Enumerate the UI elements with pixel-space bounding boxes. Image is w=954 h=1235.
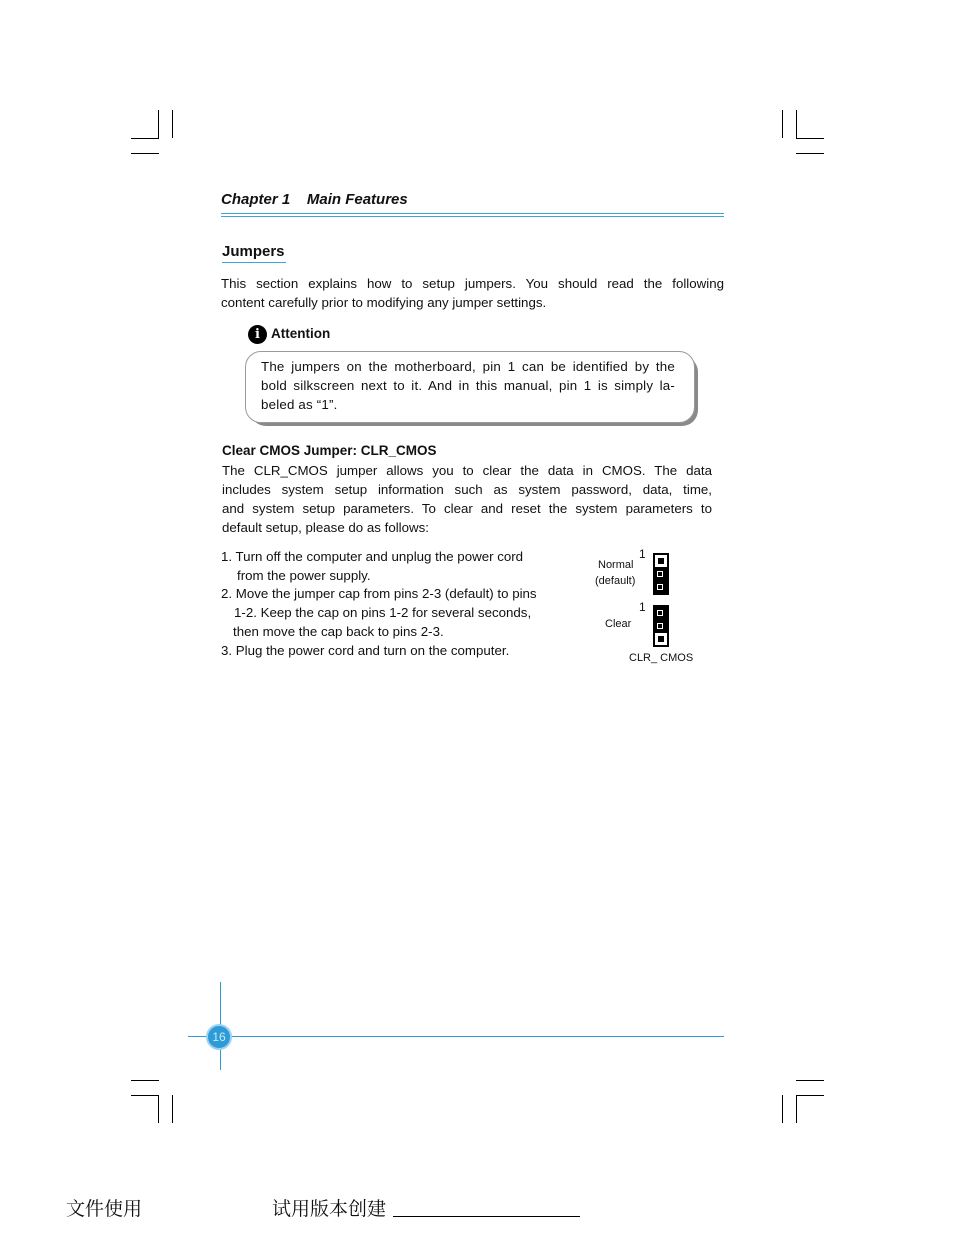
info-icon: i: [248, 325, 267, 344]
pin-3: [655, 633, 667, 645]
jumper-clear: [653, 605, 669, 647]
diagram-caption: CLR_ CMOS: [629, 652, 694, 664]
step-item: then move the cap back to pins 2-3.: [233, 624, 444, 639]
section-title-underline: [222, 262, 286, 263]
clr-cmos-line: and system setup parameters. To clear and reset the system parameters to: [222, 501, 712, 516]
step-item: 1. Turn off the computer and unplug the power cord: [221, 549, 524, 564]
jumper-normal: [653, 553, 669, 595]
pin-3: [657, 584, 663, 590]
step-item: from the power supply.: [237, 568, 371, 583]
attention-note-text: [261, 357, 675, 414]
step-item: 2. Move the jumper cap from pins 2-3 (default) to pins: [221, 586, 537, 601]
intro-line: content carefully prior to modifying any jumper settings.: [221, 295, 547, 310]
clr-cmos-line: The CLR_CMOS jumper allows you to clear the data in CMOS. The data: [222, 463, 712, 478]
footer-underline: [393, 1216, 580, 1217]
default-label: (default): [595, 575, 636, 587]
page-number: 16: [206, 1024, 232, 1050]
pin-1: [655, 555, 667, 567]
pin-2: [657, 623, 663, 629]
intro-paragraph: [221, 274, 724, 312]
pin-1: [657, 610, 663, 616]
step-item: 1-2. Keep the cap on pins 1-2 for several seconds,: [234, 605, 532, 620]
footer-rule: [188, 1036, 724, 1037]
normal-label: Normal: [598, 559, 634, 571]
note-line: The jumpers on the motherboard, pin 1 can be identified by the: [261, 359, 675, 374]
clr-cmos-paragraph: [222, 461, 712, 537]
clr-cmos-line: includes system setup information such as system password, data, time,: [222, 482, 712, 497]
section-title: Jumpers: [222, 243, 285, 260]
clear-label: Clear: [605, 618, 632, 630]
intro-line: This section explains how to setup jumpers. You should read the following: [221, 276, 724, 291]
chapter-heading: Chapter 1 Main Features: [221, 191, 408, 208]
clr-cmos-line: default setup, please do as follows:: [222, 520, 429, 535]
pin-2: [657, 571, 663, 577]
pin-one-label: 1: [639, 547, 646, 561]
footer-right-text: 试用版本创建: [272, 1198, 387, 1220]
pin-one-label: 1: [639, 600, 646, 614]
clr-cmos-title: Clear CMOS Jumper: CLR_CMOS: [222, 443, 437, 458]
note-line: bold silkscreen next to it. And in this manual, pin 1 is simply la-: [261, 378, 675, 393]
footer-left-text: 文件使用: [66, 1198, 143, 1220]
step-item: 3. Plug the power cord and turn on the computer.: [221, 643, 510, 658]
attention-title: Attention: [271, 326, 331, 341]
note-line: beled as “1”.: [261, 397, 338, 412]
